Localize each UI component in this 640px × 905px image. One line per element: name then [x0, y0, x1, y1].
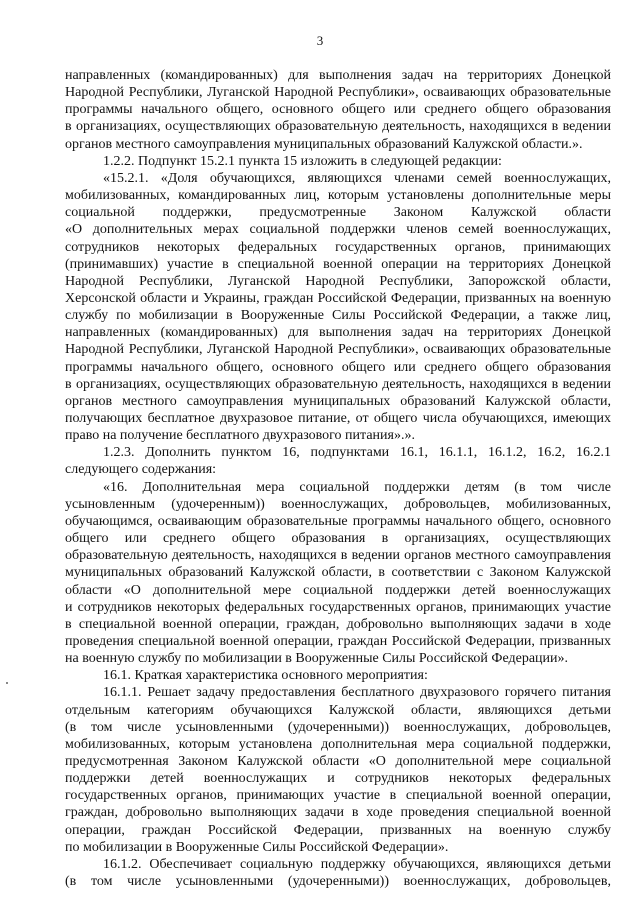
- text-line: программы начального общего, основного общего или среднего общего образования: [65, 102, 611, 118]
- page-number: 3: [316, 33, 324, 48]
- text-line: (принимавших) участие в специальной военной операции на территориях Донецкой: [65, 256, 611, 272]
- text-line: службу по мобилизации в Вооруженные Силы Российской Федерации, а также лиц,: [65, 308, 611, 324]
- text-line: органов местного самоуправления муниципальных образований Калужской области,: [65, 393, 611, 409]
- text-line: получающих бесплатное двухразовое питание, от общего числа обучающихся, имеющих: [65, 411, 611, 426]
- text-line: 16.1.1. Решает задачу предоставления бесплатного двухразового горячего питания: [103, 685, 611, 701]
- text-line: Народной Республики, Луганской Народной Республики», осваивающих образовательные: [65, 342, 611, 358]
- text-line: (в том числе усыновленными (удочеренными)) военнослужащих, добровольцев,: [65, 874, 611, 889]
- text-line: следующего содержания:: [65, 462, 217, 478]
- text-line: Херсонской области и Украины, граждан Российской Федерации, призванных на военную: [65, 290, 611, 306]
- text-line: в организациях, осуществляющих образовательную деятельность, находящихся в ведении: [65, 119, 611, 135]
- text-line: 16.1. Краткая характеристика основного мероприятия:: [103, 668, 428, 684]
- text-line: «16. Дополнительная мера социальной поддержки детям (в том числе: [103, 479, 611, 495]
- text-line: сотрудников некоторых федеральных государственных органов, принимающих: [65, 239, 611, 255]
- text-line: усыновленным (удочеренным)) военнослужащих, добровольцев, мобилизованных,: [65, 496, 611, 512]
- text-line: (в том числе усыновленными (удочеренными)) военнослужащих, добровольцев,: [65, 719, 611, 735]
- text-line: Народной Республики, Луганской Народной Республики, Запорожской области,: [65, 273, 611, 289]
- text-line: Народной Республики, Луганской Народной Республики», осваивающих образовательные: [65, 85, 611, 101]
- text-line: области «О дополнительной мере социальной поддержки детей военнослужащих: [65, 582, 611, 598]
- text-line: операции, граждан Российской Федерации, призванных на военную службу: [65, 822, 611, 838]
- text-line: поддержки детей военнослужащих и сотрудников некоторых федеральных: [65, 771, 611, 787]
- text-line: предусмотренная Законом Калужской области «О дополнительной мере социальной: [65, 754, 611, 769]
- margin-mark: [6, 682, 8, 684]
- text-line: «15.2.1. «Доля обучающихся, являющихся членами семей военнослужащих,: [103, 170, 611, 186]
- text-line: мобилизованных, командированных лиц, которым установлены дополнительные меры: [65, 188, 611, 203]
- text-line: общего или среднего общего образования в организациях, осуществляющих: [65, 531, 611, 546]
- text-line: обучающимся, осваивающим образовательные программы начального общего, основного: [65, 513, 611, 529]
- text-line: социальной поддержки, предусмотренные Законом Калужской области: [65, 205, 611, 221]
- text-line: 16.1.2. Обеспечивает социальную поддержку обучающихся, являющихся детьми: [103, 856, 611, 872]
- text-line: органов местного самоуправления муниципальных образований Калужской области.».: [65, 136, 583, 152]
- text-line: 1.2.2. Подпункт 15.2.1 пункта 15 изложить в следующей редакции:: [103, 153, 502, 169]
- text-line: муниципальных образований Калужской области, в соответствии с Законом Калужской: [65, 565, 611, 581]
- text-line: проведения специальной военной операции, граждан Российской Федерации, призванных: [65, 633, 611, 649]
- text-line: направленных (командированных) для выполнения задач на территориях Донецкой: [65, 68, 611, 83]
- text-line: 1.2.3. Дополнить пунктом 16, подпунктами 16.1, 16.1.1, 16.1.2, 16.2, 16.2.1: [103, 445, 611, 461]
- text-line: право на получение бесплатного двухразового питания».».: [65, 428, 415, 444]
- text-line: программы начального общего, основного общего или среднего общего образования: [65, 359, 611, 375]
- text-line: в организациях, осуществляющих образовательную деятельность, находящихся в ведении: [65, 376, 611, 392]
- text-line: на военную службу по мобилизации в Вооруженные Силы Российской Федерации».: [65, 651, 569, 667]
- text-line: отдельным категориям обучающихся Калужской области, являющихся детьми: [65, 702, 611, 718]
- text-line: в специальной военной операции, граждан, добровольно выполняющих задачи в ходе: [65, 616, 611, 632]
- text-line: направленных (командированных) для выполнения задач на территориях Донецкой: [65, 325, 611, 341]
- text-line: «О дополнительных мерах социальной поддержки членов семей военнослужащих,: [65, 222, 611, 238]
- text-line: мобилизованных, которым установлена дополнительная мера социальной поддержки,: [65, 736, 611, 752]
- text-line: государственных органов, принимающих участие в специальной военной операции,: [65, 788, 611, 804]
- text-line: образовательную деятельность, находящихся в ведении органов местного самоуправления: [65, 548, 611, 564]
- text-line: по мобилизации в Вооруженные Силы Российской Федерации».: [65, 839, 449, 855]
- text-line: и сотрудников некоторых федеральных государственных органов, принимающих участие: [65, 599, 611, 615]
- text-line: граждан, добровольно выполняющих задачи в ходе проведения специальной военной: [65, 805, 611, 821]
